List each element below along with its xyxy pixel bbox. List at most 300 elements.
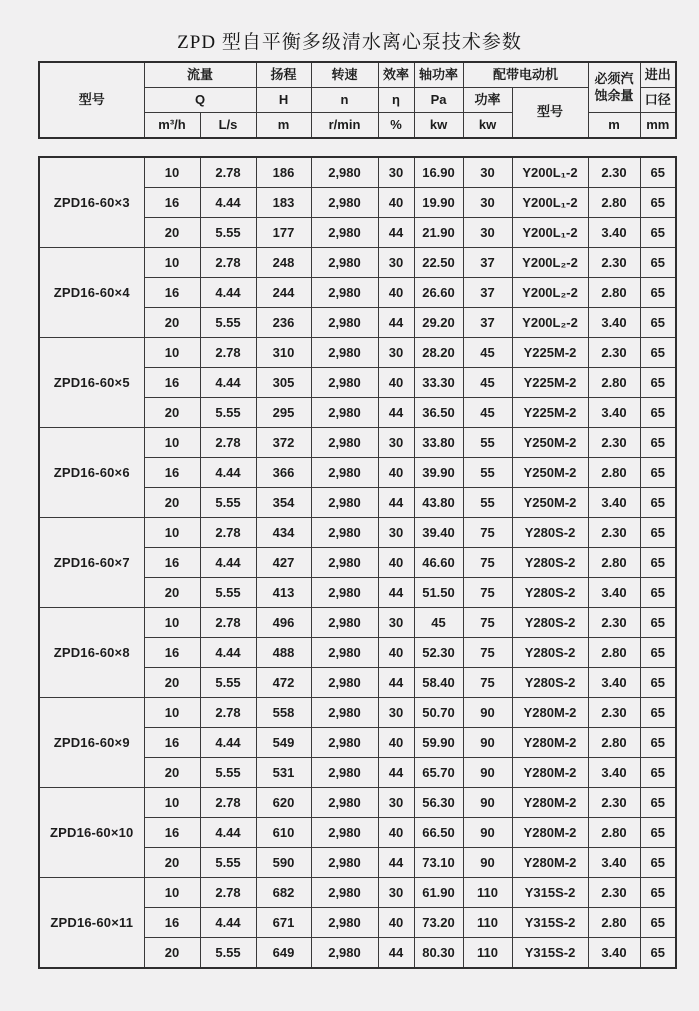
data-cell: 4.44: [200, 368, 256, 398]
data-cell: 30: [378, 157, 414, 188]
data-cell: 73.10: [414, 848, 463, 878]
data-cell: 40: [378, 458, 414, 488]
header-motor-group: 配带电动机: [463, 62, 588, 88]
data-cell: Y280M-2: [512, 698, 588, 728]
header-unit-head-m: m: [256, 113, 311, 139]
data-cell: 2,980: [311, 698, 378, 728]
data-cell: 2.80: [588, 548, 640, 578]
data-cell: 55: [463, 428, 512, 458]
data-cell: 65: [640, 338, 676, 368]
data-cell: 43.80: [414, 488, 463, 518]
data-cell: 2,980: [311, 728, 378, 758]
data-cell: 44: [378, 758, 414, 788]
data-cell: 65: [640, 458, 676, 488]
data-cell: 37: [463, 278, 512, 308]
data-cell: 65: [640, 398, 676, 428]
data-cell: 2.78: [200, 788, 256, 818]
data-cell: 558: [256, 698, 311, 728]
data-cell: 30: [378, 698, 414, 728]
data-cell: 177: [256, 218, 311, 248]
data-cell: 30: [378, 428, 414, 458]
data-cell: 55: [463, 488, 512, 518]
data-cell: 2,980: [311, 878, 378, 908]
data-cell: 44: [378, 308, 414, 338]
data-cell: 5.55: [200, 218, 256, 248]
data-cell: 65: [640, 578, 676, 608]
data-cell: 65: [640, 728, 676, 758]
data-cell: 20: [144, 668, 200, 698]
data-cell: 30: [378, 338, 414, 368]
data-cell: 10: [144, 698, 200, 728]
data-cell: 4.44: [200, 908, 256, 938]
data-cell: 65: [640, 938, 676, 969]
data-cell: 16: [144, 278, 200, 308]
data-cell: 90: [463, 728, 512, 758]
data-cell: 90: [463, 788, 512, 818]
data-cell: 2.80: [588, 638, 640, 668]
data-cell: 4.44: [200, 728, 256, 758]
data-cell: 531: [256, 758, 311, 788]
data-cell: 2,980: [311, 818, 378, 848]
data-cell: 3.40: [588, 218, 640, 248]
data-cell: 2,980: [311, 608, 378, 638]
data-cell: 2.30: [588, 428, 640, 458]
data-cell: 40: [378, 548, 414, 578]
data-cell: 20: [144, 758, 200, 788]
data-cell: 66.50: [414, 818, 463, 848]
data-cell: 65: [640, 308, 676, 338]
data-cell: 52.30: [414, 638, 463, 668]
data-cell: 2,980: [311, 308, 378, 338]
header-row-1: [39, 62, 676, 88]
header-npsh-line2: 蚀余量: [594, 87, 634, 103]
data-cell: 30: [378, 788, 414, 818]
data-cell: 2.30: [588, 338, 640, 368]
data-cell: 3.40: [588, 488, 640, 518]
data-cell: 44: [378, 578, 414, 608]
data-cell: Y315S-2: [512, 938, 588, 969]
table-row: [39, 698, 676, 728]
data-cell: 5.55: [200, 308, 256, 338]
table-row: [39, 788, 676, 818]
pump-model-cell: ZPD16-60×6: [39, 428, 144, 518]
pump-model-cell: ZPD16-60×9: [39, 698, 144, 788]
data-cell: 2,980: [311, 278, 378, 308]
data-cell: 16: [144, 368, 200, 398]
data-cell: 488: [256, 638, 311, 668]
header-efficiency-symbol: η: [378, 88, 414, 113]
header-unit-npsh-m: m: [588, 113, 640, 139]
data-cell: 10: [144, 428, 200, 458]
data-cell: Y280S-2: [512, 668, 588, 698]
data-cell: 75: [463, 668, 512, 698]
data-cell: 354: [256, 488, 311, 518]
data-cell: 5.55: [200, 848, 256, 878]
data-cell: 65: [640, 758, 676, 788]
data-cell: Y200L₂-2: [512, 248, 588, 278]
data-cell: 20: [144, 488, 200, 518]
data-cell: 75: [463, 608, 512, 638]
data-cell: Y280S-2: [512, 578, 588, 608]
header-flow-symbol: Q: [144, 88, 256, 113]
data-cell: 61.90: [414, 878, 463, 908]
data-cell: 44: [378, 218, 414, 248]
data-cell: 3.40: [588, 308, 640, 338]
data-cell: 2.78: [200, 518, 256, 548]
data-cell: 65: [640, 548, 676, 578]
data-cell: Y280S-2: [512, 608, 588, 638]
data-cell: 2,980: [311, 488, 378, 518]
header-port-line1: 进出: [640, 62, 676, 88]
data-cell: 110: [463, 908, 512, 938]
data-cell: 65.70: [414, 758, 463, 788]
data-cell: Y280M-2: [512, 758, 588, 788]
data-cell: 3.40: [588, 578, 640, 608]
data-cell: 2.78: [200, 428, 256, 458]
data-cell: 33.80: [414, 428, 463, 458]
data-cell: 10: [144, 878, 200, 908]
data-cell: 4.44: [200, 278, 256, 308]
data-cell: 372: [256, 428, 311, 458]
data-cell: 19.90: [414, 188, 463, 218]
table-row: [39, 428, 676, 458]
data-cell: 472: [256, 668, 311, 698]
data-cell: 2.30: [588, 248, 640, 278]
data-cell: 75: [463, 518, 512, 548]
data-cell: 65: [640, 638, 676, 668]
page-title: ZPD 型自平衡多级清水离心泵技术参数: [177, 32, 522, 53]
data-cell: 610: [256, 818, 311, 848]
header-npsh-line1: 必须汽: [594, 71, 634, 87]
data-cell: 2,980: [311, 218, 378, 248]
data-cell: 20: [144, 848, 200, 878]
data-cell: 30: [378, 608, 414, 638]
header-head-symbol: H: [256, 88, 311, 113]
header-unit-rmin: r/min: [311, 113, 378, 139]
data-cell: 3.40: [588, 758, 640, 788]
data-cell: 10: [144, 518, 200, 548]
data-cell: 2.80: [588, 818, 640, 848]
data-cell: 366: [256, 458, 311, 488]
data-cell: 20: [144, 218, 200, 248]
data-cell: 10: [144, 157, 200, 188]
data-cell: 2.80: [588, 368, 640, 398]
data-cell: 2,980: [311, 368, 378, 398]
data-cell: 2,980: [311, 638, 378, 668]
data-cell: 2.30: [588, 878, 640, 908]
header-unit-ls: L/s: [200, 113, 256, 139]
data-cell: 59.90: [414, 728, 463, 758]
data-cell: 5.55: [200, 488, 256, 518]
data-cell: 75: [463, 638, 512, 668]
data-cell: 65: [640, 188, 676, 218]
data-cell: 3.40: [588, 668, 640, 698]
data-cell: 16: [144, 908, 200, 938]
data-cell: 51.50: [414, 578, 463, 608]
data-cell: 2.30: [588, 608, 640, 638]
data-cell: 2.30: [588, 788, 640, 818]
data-cell: 28.20: [414, 338, 463, 368]
data-cell: Y280S-2: [512, 518, 588, 548]
data-cell: 36.50: [414, 398, 463, 428]
data-cell: 65: [640, 157, 676, 188]
pump-table-body: [39, 157, 676, 968]
data-cell: 2,980: [311, 428, 378, 458]
data-cell: 620: [256, 788, 311, 818]
data-cell: 295: [256, 398, 311, 428]
header-shaft-power: 轴功率: [414, 62, 463, 88]
data-cell: 2.80: [588, 728, 640, 758]
data-cell: 90: [463, 698, 512, 728]
data-cell: 2.30: [588, 698, 640, 728]
data-cell: Y280S-2: [512, 548, 588, 578]
data-cell: 40: [378, 278, 414, 308]
data-cell: 2,980: [311, 758, 378, 788]
data-cell: Y315S-2: [512, 878, 588, 908]
data-cell: 590: [256, 848, 311, 878]
data-cell: 2,980: [311, 938, 378, 969]
data-cell: 2.80: [588, 908, 640, 938]
data-cell: 3.40: [588, 398, 640, 428]
data-cell: 65: [640, 908, 676, 938]
data-cell: 2,980: [311, 908, 378, 938]
table-row: [39, 248, 676, 278]
data-cell: 30: [463, 188, 512, 218]
data-cell: 2.80: [588, 278, 640, 308]
data-cell: 37: [463, 248, 512, 278]
pump-model-cell: ZPD16-60×5: [39, 338, 144, 428]
data-cell: 2.78: [200, 157, 256, 188]
data-cell: 65: [640, 248, 676, 278]
data-cell: 10: [144, 608, 200, 638]
data-cell: Y225M-2: [512, 398, 588, 428]
data-cell: Y200L₂-2: [512, 278, 588, 308]
data-cell: 2.78: [200, 878, 256, 908]
data-cell: 50.70: [414, 698, 463, 728]
data-cell: 4.44: [200, 188, 256, 218]
table-row: [39, 608, 676, 638]
data-cell: Y200L₁-2: [512, 188, 588, 218]
data-cell: 75: [463, 548, 512, 578]
data-cell: 183: [256, 188, 311, 218]
data-cell: 10: [144, 788, 200, 818]
data-cell: 110: [463, 878, 512, 908]
data-cell: 44: [378, 668, 414, 698]
data-cell: 305: [256, 368, 311, 398]
header-unit-kw-motor: kw: [463, 113, 512, 139]
data-cell: 2.78: [200, 608, 256, 638]
data-cell: 413: [256, 578, 311, 608]
header-head: 扬程: [256, 62, 311, 88]
data-cell: 434: [256, 518, 311, 548]
data-cell: 65: [640, 608, 676, 638]
data-cell: 40: [378, 638, 414, 668]
data-cell: 2.30: [588, 157, 640, 188]
data-cell: 2,980: [311, 668, 378, 698]
data-cell: 65: [640, 278, 676, 308]
data-cell: 16: [144, 818, 200, 848]
data-cell: 45: [463, 398, 512, 428]
data-cell: 2.78: [200, 248, 256, 278]
data-cell: 4.44: [200, 638, 256, 668]
data-cell: 65: [640, 818, 676, 848]
data-cell: 186: [256, 157, 311, 188]
data-cell: 65: [640, 848, 676, 878]
data-cell: Y250M-2: [512, 458, 588, 488]
header-efficiency: 效率: [378, 62, 414, 88]
table-row: [39, 338, 676, 368]
data-cell: 30: [463, 218, 512, 248]
pump-model-cell: ZPD16-60×11: [39, 878, 144, 969]
data-cell: 73.20: [414, 908, 463, 938]
data-cell: 16: [144, 188, 200, 218]
data-cell: 33.30: [414, 368, 463, 398]
data-cell: 40: [378, 368, 414, 398]
data-cell: 39.40: [414, 518, 463, 548]
data-cell: 16.90: [414, 157, 463, 188]
table-row: [39, 157, 676, 188]
data-cell: 40: [378, 908, 414, 938]
pump-model-cell: ZPD16-60×7: [39, 518, 144, 608]
data-cell: 40: [378, 818, 414, 848]
data-cell: 5.55: [200, 758, 256, 788]
data-cell: 2.80: [588, 458, 640, 488]
data-cell: 30: [378, 878, 414, 908]
data-cell: Y280M-2: [512, 788, 588, 818]
data-cell: 5.55: [200, 938, 256, 969]
data-cell: 20: [144, 938, 200, 969]
data-cell: 2,980: [311, 248, 378, 278]
data-cell: Y200L₁-2: [512, 218, 588, 248]
data-cell: 55: [463, 458, 512, 488]
data-cell: 671: [256, 908, 311, 938]
pump-model-cell: ZPD16-60×8: [39, 608, 144, 698]
data-cell: Y200L₂-2: [512, 308, 588, 338]
data-cell: 40: [378, 728, 414, 758]
data-cell: 5.55: [200, 668, 256, 698]
data-cell: 16: [144, 728, 200, 758]
data-cell: 110: [463, 938, 512, 969]
data-cell: 16: [144, 638, 200, 668]
data-cell: 10: [144, 338, 200, 368]
data-cell: 2,980: [311, 338, 378, 368]
data-cell: 30: [463, 157, 512, 188]
data-cell: 2,980: [311, 157, 378, 188]
data-cell: 39.90: [414, 458, 463, 488]
data-cell: Y225M-2: [512, 338, 588, 368]
data-cell: 65: [640, 488, 676, 518]
data-cell: 58.40: [414, 668, 463, 698]
data-cell: 80.30: [414, 938, 463, 969]
data-cell: 20: [144, 578, 200, 608]
header-npsh: [588, 62, 640, 113]
data-cell: 310: [256, 338, 311, 368]
data-cell: 3.40: [588, 938, 640, 969]
data-cell: 65: [640, 218, 676, 248]
data-cell: 4.44: [200, 458, 256, 488]
data-cell: 4.44: [200, 548, 256, 578]
data-cell: Y225M-2: [512, 368, 588, 398]
data-cell: 16: [144, 458, 200, 488]
data-cell: Y280M-2: [512, 818, 588, 848]
header-unit-kw-shaft: kw: [414, 113, 463, 139]
data-cell: 16: [144, 548, 200, 578]
header-unit-mm: mm: [640, 113, 676, 139]
data-cell: 56.30: [414, 788, 463, 818]
data-cell: Y250M-2: [512, 488, 588, 518]
data-cell: 65: [640, 788, 676, 818]
data-cell: 244: [256, 278, 311, 308]
data-cell: Y315S-2: [512, 908, 588, 938]
data-cell: 2.80: [588, 188, 640, 218]
data-cell: 65: [640, 668, 676, 698]
data-cell: 2,980: [311, 458, 378, 488]
pump-model-cell: ZPD16-60×3: [39, 157, 144, 248]
data-cell: 20: [144, 308, 200, 338]
data-cell: 90: [463, 818, 512, 848]
data-cell: Y280M-2: [512, 848, 588, 878]
pump-model-cell: ZPD16-60×4: [39, 248, 144, 338]
data-cell: Y280S-2: [512, 638, 588, 668]
data-cell: 75: [463, 578, 512, 608]
data-cell: 30: [378, 248, 414, 278]
data-cell: 496: [256, 608, 311, 638]
parameters-header-table: [38, 61, 677, 139]
data-cell: 44: [378, 938, 414, 969]
data-cell: 2,980: [311, 788, 378, 818]
header-unit-m3h: m³/h: [144, 113, 200, 139]
data-cell: Y250M-2: [512, 428, 588, 458]
data-cell: 65: [640, 698, 676, 728]
data-cell: 248: [256, 248, 311, 278]
data-cell: 44: [378, 848, 414, 878]
data-cell: Y280M-2: [512, 728, 588, 758]
header-shaft-power-symbol: Pa: [414, 88, 463, 113]
header-port-line2: 口径: [640, 88, 676, 113]
data-cell: 2,980: [311, 398, 378, 428]
data-cell: 37: [463, 308, 512, 338]
data-cell: Y200L₁-2: [512, 157, 588, 188]
data-cell: 2,980: [311, 518, 378, 548]
data-cell: 45: [414, 608, 463, 638]
data-cell: 2.30: [588, 518, 640, 548]
data-cell: 5.55: [200, 398, 256, 428]
header-flow: 流量: [144, 62, 256, 88]
data-cell: 2.78: [200, 698, 256, 728]
data-cell: 65: [640, 878, 676, 908]
header-pump-model: 型号: [39, 62, 144, 138]
data-cell: 4.44: [200, 818, 256, 848]
data-cell: 682: [256, 878, 311, 908]
data-cell: 649: [256, 938, 311, 969]
parameters-data-table: [38, 156, 677, 969]
data-cell: 65: [640, 368, 676, 398]
data-cell: 26.60: [414, 278, 463, 308]
data-cell: 3.40: [588, 848, 640, 878]
data-cell: 65: [640, 518, 676, 548]
data-cell: 549: [256, 728, 311, 758]
table-row: [39, 878, 676, 908]
data-cell: 44: [378, 398, 414, 428]
header-motor-model: 型号: [512, 88, 588, 139]
header-unit-percent: %: [378, 113, 414, 139]
header-speed: 转速: [311, 62, 378, 88]
data-cell: 45: [463, 368, 512, 398]
table-row: [39, 518, 676, 548]
data-cell: 20: [144, 398, 200, 428]
data-cell: 90: [463, 848, 512, 878]
data-cell: 44: [378, 488, 414, 518]
